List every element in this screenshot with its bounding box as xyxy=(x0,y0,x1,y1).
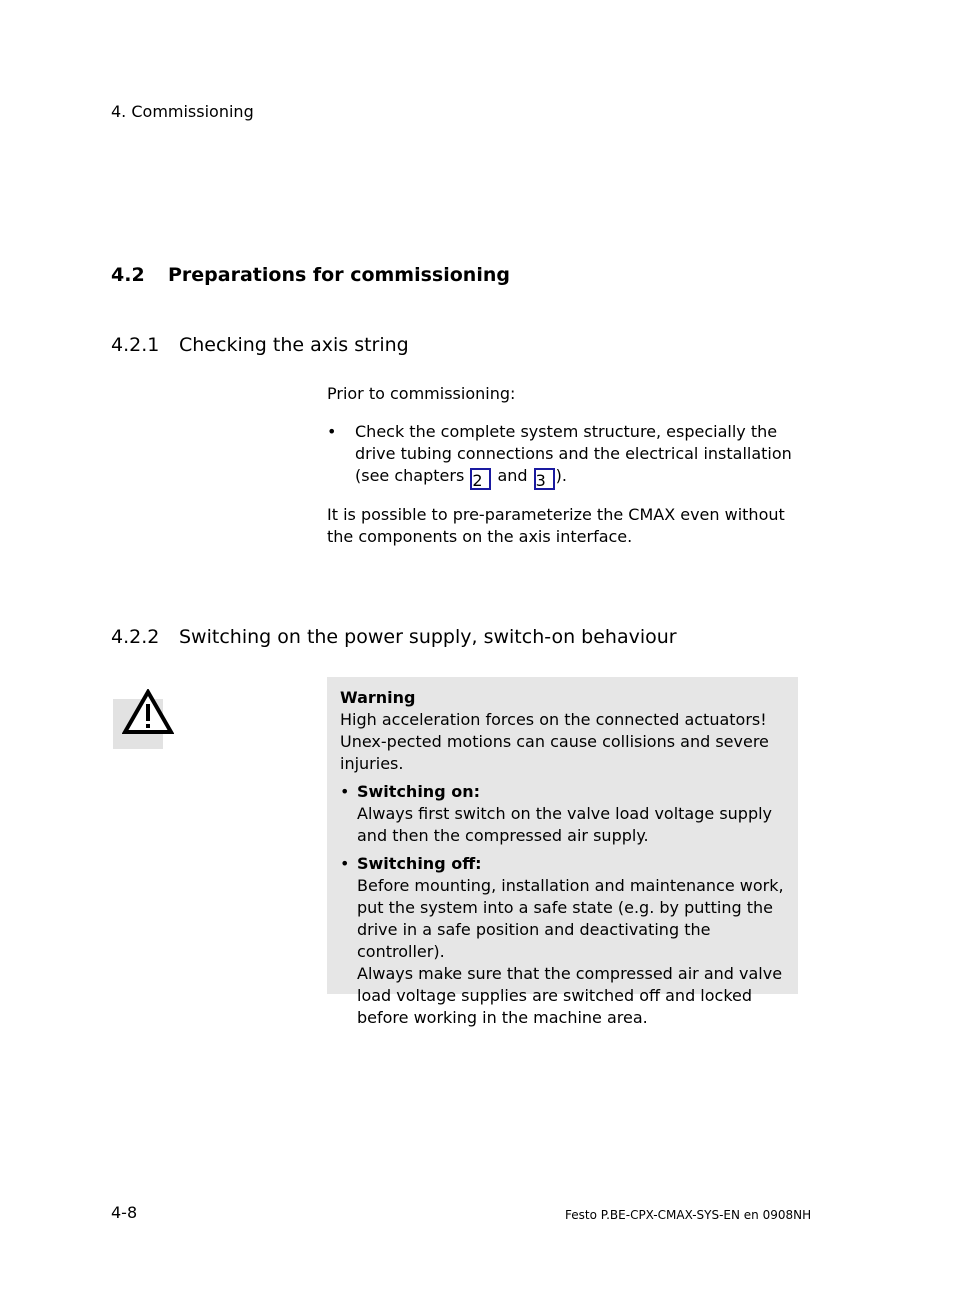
bullet-marker: • xyxy=(327,422,337,441)
section-number: 4.2 xyxy=(111,264,145,286)
document-id: Festo P.BE-CPX-CMAX-SYS-EN en 0908NH xyxy=(565,1208,812,1222)
bullet-text-start: Check the complete system structure, especially the drive tubing connections and the electrical installation (see chapters xyxy=(355,422,792,485)
running-header: 4. Commissioning xyxy=(111,102,254,121)
warning-item-label: Switching on: xyxy=(357,782,480,801)
warning-box xyxy=(327,677,798,1027)
warning-item-switching-on xyxy=(340,781,795,847)
warning-item-label: Switching off: xyxy=(357,854,482,873)
chapter-ref-2-label: 2 xyxy=(472,471,483,490)
bullet-text xyxy=(355,421,805,490)
subsection-heading-1 xyxy=(111,334,409,356)
subsection-title-1: Checking the axis string xyxy=(179,334,409,356)
bullet-text-end: ). xyxy=(555,466,567,485)
bullet-text-mid: and xyxy=(492,466,533,485)
section-heading xyxy=(111,264,510,286)
bullet-marker: • xyxy=(340,854,350,873)
chapter-ref-3-label: 3 xyxy=(535,471,546,490)
warning-item-text: Always first switch on the valve load voltage supply and then the compressed air supply. xyxy=(357,804,773,845)
warning-item-text: Before mounting, installation and maintenance work, put the system into a safe state (e.g. by putting the drive in a safe position and deactivating the controller). xyxy=(357,876,784,961)
warning-triangle-icon xyxy=(122,689,174,735)
chapter-ref-3-link[interactable] xyxy=(534,468,555,490)
subsection-number-1: 4.2.1 xyxy=(111,334,160,356)
subsection-heading-2 xyxy=(111,626,677,648)
page-number: 4-8 xyxy=(111,1203,138,1222)
warning-text: High acceleration forces on the connected actuators! Unex-pected motions can cause collisions and severe injuries. xyxy=(340,710,769,773)
subsection-title-2: Switching on the power supply, switch-on behaviour xyxy=(179,626,677,648)
warning-item-switching-off xyxy=(340,853,795,1029)
bullet-marker: • xyxy=(340,782,350,801)
section-title: Preparations for commissioning xyxy=(168,264,510,286)
note-paragraph: It is possible to pre-parameterize the CMAX even without the components on the axis interface. xyxy=(327,505,785,546)
chapter-ref-2-link[interactable] xyxy=(470,468,491,490)
intro-paragraph: Prior to commissioning: xyxy=(327,384,516,403)
warning-item-text: Always make sure that the compressed air and valve load voltage supplies are switched off and locked before working in the machine area. xyxy=(357,964,783,1027)
warning-title: Warning xyxy=(340,688,416,707)
subsection-number-2: 4.2.2 xyxy=(111,626,160,648)
